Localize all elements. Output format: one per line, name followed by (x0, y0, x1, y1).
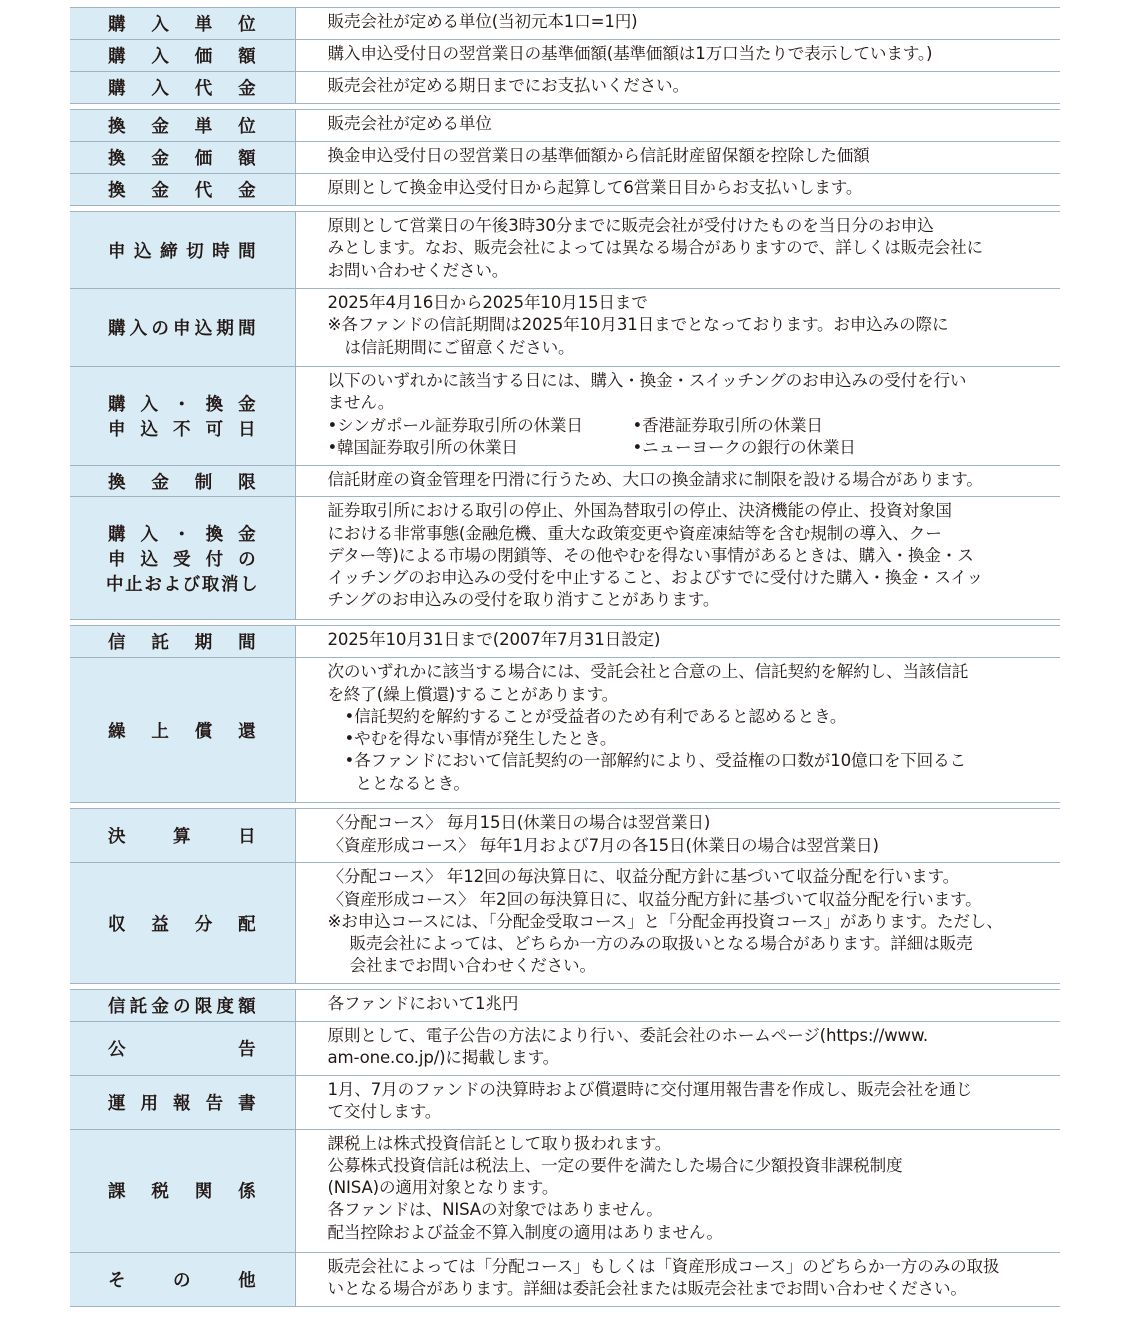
table-row (70, 289, 1060, 367)
row-value-purchase-price: 購入申込受付日の翌営業日の基準価額(基準価額は1万口当たりで表示しています。) (295, 40, 1060, 72)
fund-terms-document (70, 7, 1060, 1307)
row-value-application-period: 2025年4月16日から2025年10月15日まで ※各ファンドの信託期間は2025年10月31日までとなっております。お申込みの際に は信託期間にご留意ください。 (295, 289, 1060, 367)
row-value-redemption-payment: 原則として換金申込受付日から起算して6営業日目からお支払いします。 (295, 174, 1060, 206)
row-label-purchase-price: 購入価額 (70, 40, 295, 72)
row-label-purchase-payment: 購入代金 (70, 72, 295, 104)
row-value-purchase-payment: 販売会社が定める期日までにお支払いください。 (295, 72, 1060, 104)
holiday-list: •シンガポール証券取引所の休業日 •香港証券取引所の休業日 (327, 415, 823, 435)
row-label-purchase-unit: 購入単位 (70, 8, 295, 40)
row-value-taxation: 課税上は株式投資信託として取り扱われます。 公募株式投資信託は税法上、一定の要件を満たした場合に少額投資非課税制度 (NISA)の適用対象となります。 各ファンドは、NISAの対象ではありません。 配当控除および益金不算入制度の適用はありません。 (295, 1129, 1060, 1252)
row-value-settlement-date: 〈分配コース〉 毎月15日(休業日の場合は翌営業日) 〈資産形成コース〉 毎年1月および7月の各15日(休業日の場合は翌営業日) (295, 809, 1060, 863)
row-label-suspension-cancellation: 購入・換金 申込受付の 中止および取消し (70, 497, 295, 620)
row-label-redemption-unit: 換金単位 (70, 110, 295, 142)
table-row (70, 466, 1060, 497)
table-row (70, 1129, 1060, 1252)
row-value-redemption-limit: 信託財産の資金管理を円滑に行うため、大口の換金請求に制限を設ける場合があります。 (295, 466, 1060, 497)
row-label-other: その他 (70, 1252, 295, 1306)
table-row (70, 212, 1060, 289)
row-label-distribution: 収益分配 (70, 863, 295, 984)
row-value-non-acceptance-days: 以下のいずれかに該当する日には、購入・換金・スイッチングのお申込みの受付を行い ません。 •シンガポール証券取引所の休業日 •香港証券取引所の休業日 •韓国証券取引所の休業日 •ニューヨークの銀行の休業日 (295, 367, 1060, 466)
row-label-cutoff-time: 申込締切時間 (70, 212, 295, 289)
table-row (70, 1021, 1060, 1075)
table-row (70, 110, 1060, 142)
fund-terms-table (70, 7, 1060, 1307)
row-label-settlement-date: 決算日 (70, 809, 295, 863)
table-row (70, 367, 1060, 466)
table-row (70, 72, 1060, 104)
row-value-public-notice: 原則として、電子公告の方法により行い、委託会社のホームページ(https://www. am-one.co.jp/)に掲載します。 (295, 1021, 1060, 1075)
table-row (70, 1075, 1060, 1129)
row-label-application-period: 購入の申込期間 (70, 289, 295, 367)
row-label-redemption-limit: 換金制限 (70, 466, 295, 497)
table-row (70, 658, 1060, 803)
holiday-list: •韓国証券取引所の休業日 •ニューヨークの銀行の休業日 (327, 437, 856, 457)
table-row (70, 142, 1060, 174)
row-label-trust-limit: 信託金の限度額 (70, 990, 295, 1021)
row-value-trust-period: 2025年10月31日まで(2007年7月31日設定) (295, 626, 1060, 658)
row-label-early-redemption: 繰上償還 (70, 658, 295, 803)
row-label-public-notice: 公告 (70, 1021, 295, 1075)
row-value-redemption-price: 換金申込受付日の翌営業日の基準価額から信託財産留保額を控除した価額 (295, 142, 1060, 174)
table-row (70, 174, 1060, 206)
row-value-early-redemption: 次のいずれかに該当する場合には、受託会社と合意の上、信託契約を解約し、当該信託 を終了(繰上償還)することがあります。 •信託契約を解約することが受益者のため有利であると認めるとき。 •やむを得ない事情が発生したとき。 •各ファンドにおいて信託契約の一部解約により、受益権の口数が10億口を下回るこ ととなるとき。 (295, 658, 1060, 803)
row-value-cutoff-time: 原則として営業日の午後3時30分までに販売会社が受付けたものを当日分のお申込 みとします。なお、販売会社によっては異なる場合がありますので、詳しくは販売会社に お問い合わせください。 (295, 212, 1060, 289)
row-label-trust-period: 信託期間 (70, 626, 295, 658)
row-label-taxation: 課税関係 (70, 1129, 295, 1252)
table-row (70, 40, 1060, 72)
table-row (70, 863, 1060, 984)
row-value-redemption-unit: 販売会社が定める単位 (295, 110, 1060, 142)
row-value-purchase-unit: 販売会社が定める単位(当初元本1口=1円) (295, 8, 1060, 40)
row-value-distribution: 〈分配コース〉 年12回の毎決算日に、収益分配方針に基づいて収益分配を行います。 〈資産形成コース〉 年2回の毎決算日に、収益分配方針に基づいて収益分配を行います。 ※お申込コースには、「分配金受取コース」と「分配金再投資コース」があります。ただし、 販売会社によっては、どちらか一方のみの取扱いとなる場合があります。詳細は販売 会社までお問い合わせください。 (295, 863, 1060, 984)
row-label-management-report: 運用報告書 (70, 1075, 295, 1129)
row-label-redemption-price: 換金価額 (70, 142, 295, 174)
row-label-redemption-payment: 換金代金 (70, 174, 295, 206)
row-value-other: 販売会社によっては「分配コース」もしくは「資産形成コース」のどちらか一方のみの取扱 いとなる場合があります。詳細は委託会社または販売会社までお問い合わせください。 (295, 1252, 1060, 1306)
table-row (70, 497, 1060, 620)
table-row (70, 8, 1060, 40)
table-row (70, 1252, 1060, 1306)
table-row (70, 990, 1060, 1021)
table-row (70, 809, 1060, 863)
table-row (70, 626, 1060, 658)
row-label-non-acceptance-days: 購入・換金 申込不可日 (70, 367, 295, 466)
row-value-trust-limit: 各ファンドにおいて1兆円 (295, 990, 1060, 1021)
row-value-suspension-cancellation: 証券取引所における取引の停止、外国為替取引の停止、決済機能の停止、投資対象国 における非常事態(金融危機、重大な政策変更や資産凍結等を含む規制の導入、クー デター等)による市場の閉鎖等、その他やむを得ない事情があるときは、購入・換金・ス イッチングのお申込みの受付を中止すること、およびすでに受付けた購入・換金・スイッ チングのお申込みの受付を取り消すことがあります。 (295, 497, 1060, 620)
row-value-management-report: 1月、7月のファンドの決算時および償還時に交付運用報告書を作成し、販売会社を通じ て交付します。 (295, 1075, 1060, 1129)
